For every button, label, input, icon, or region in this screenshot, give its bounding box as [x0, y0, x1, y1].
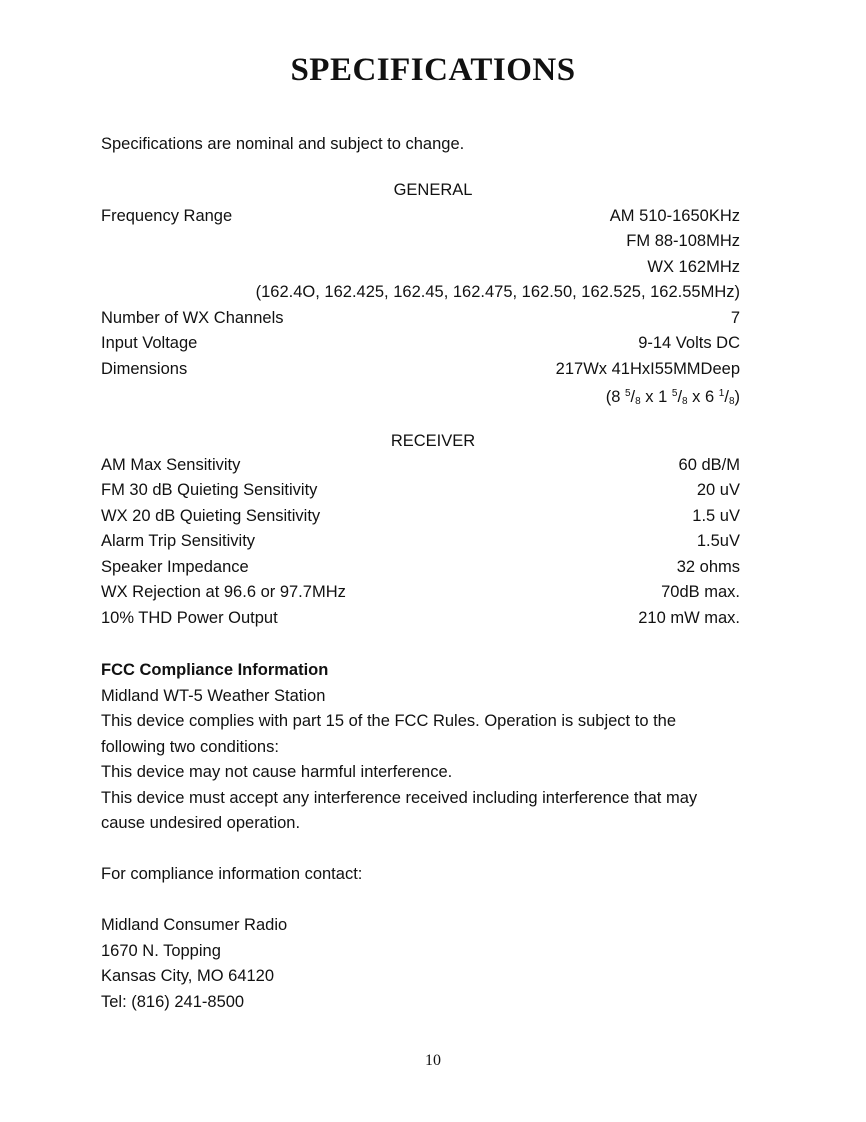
page-number: 10 [425, 1052, 441, 1069]
receiver-row-value: 210 mW max. [638, 609, 740, 627]
receiver-heading: RECEIVER [390, 432, 476, 450]
receiver-row-value: 1.5uV [696, 532, 740, 550]
voltage-value: 9-14 Volts DC [638, 334, 740, 352]
fcc-line: cause undesired operation. [101, 814, 301, 832]
fcc-line: This device may not cause harmful interference. [101, 763, 453, 781]
fcc-line: This device complies with part 15 of the FCC Rules. Operation is subject to the [101, 712, 677, 730]
address-line: 1670 N. Topping [101, 942, 221, 960]
receiver-row-label: WX 20 dB Quieting Sensitivity [101, 507, 321, 525]
frequency-am-value: AM 510-1650KHz [609, 207, 740, 225]
channels-value: 7 [730, 309, 740, 327]
page-title: SPECIFICATIONS [290, 52, 576, 88]
frequency-fm-value: FM 88-108MHz [626, 232, 740, 250]
receiver-row-label: WX Rejection at 96.6 or 97.7MHz [101, 583, 346, 601]
intro-text: Specifications are nominal and subject to change. [101, 135, 465, 153]
dimensions-value: 217Wx 41HxI55MMDeep [555, 360, 740, 378]
frequency-wx-list: (162.4O, 162.425, 162.45, 162.475, 162.50, 162.525, 162.55MHz) [255, 283, 740, 301]
receiver-row-label: FM 30 dB Quieting Sensitivity [101, 481, 318, 499]
receiver-row-label: AM Max Sensitivity [101, 456, 241, 474]
receiver-row-label: Speaker Impedance [101, 558, 249, 576]
receiver-row-value: 20 uV [696, 481, 740, 499]
fcc-line: following two conditions: [101, 738, 279, 756]
address-line: Kansas City, MO 64120 [101, 967, 275, 985]
contact-intro: For compliance information contact: [101, 865, 363, 883]
receiver-row-label: Alarm Trip Sensitivity [101, 532, 256, 550]
receiver-row-value: 60 dB/M [678, 456, 740, 474]
receiver-row-value: 70dB max. [661, 583, 740, 601]
frequency-wx-value: WX 162MHz [647, 258, 740, 276]
fcc-line: Midland WT-5 Weather Station [101, 687, 326, 705]
voltage-label: Input Voltage [101, 334, 198, 352]
address-phone: Tel: (816) 241-8500 [101, 993, 245, 1011]
dimensions-label: Dimensions [101, 360, 188, 378]
fcc-line: This device must accept any interference received including interference that may [101, 789, 698, 807]
dimensions-inches: (8 $^5/_8$ x 1 $^5/_8$ x 6 $^1/_8$) [605, 388, 740, 407]
receiver-row-value: 1.5 uV [692, 507, 740, 525]
channels-label: Number of WX Channels [101, 309, 284, 327]
receiver-row-label: 10% THD Power Output [101, 609, 278, 627]
frequency-label: Frequency Range [101, 207, 233, 225]
general-heading: GENERAL [393, 181, 473, 199]
fcc-heading: FCC Compliance Information [101, 661, 329, 679]
receiver-row-value: 32 ohms [676, 558, 740, 576]
address-line: Midland Consumer Radio [101, 916, 288, 934]
